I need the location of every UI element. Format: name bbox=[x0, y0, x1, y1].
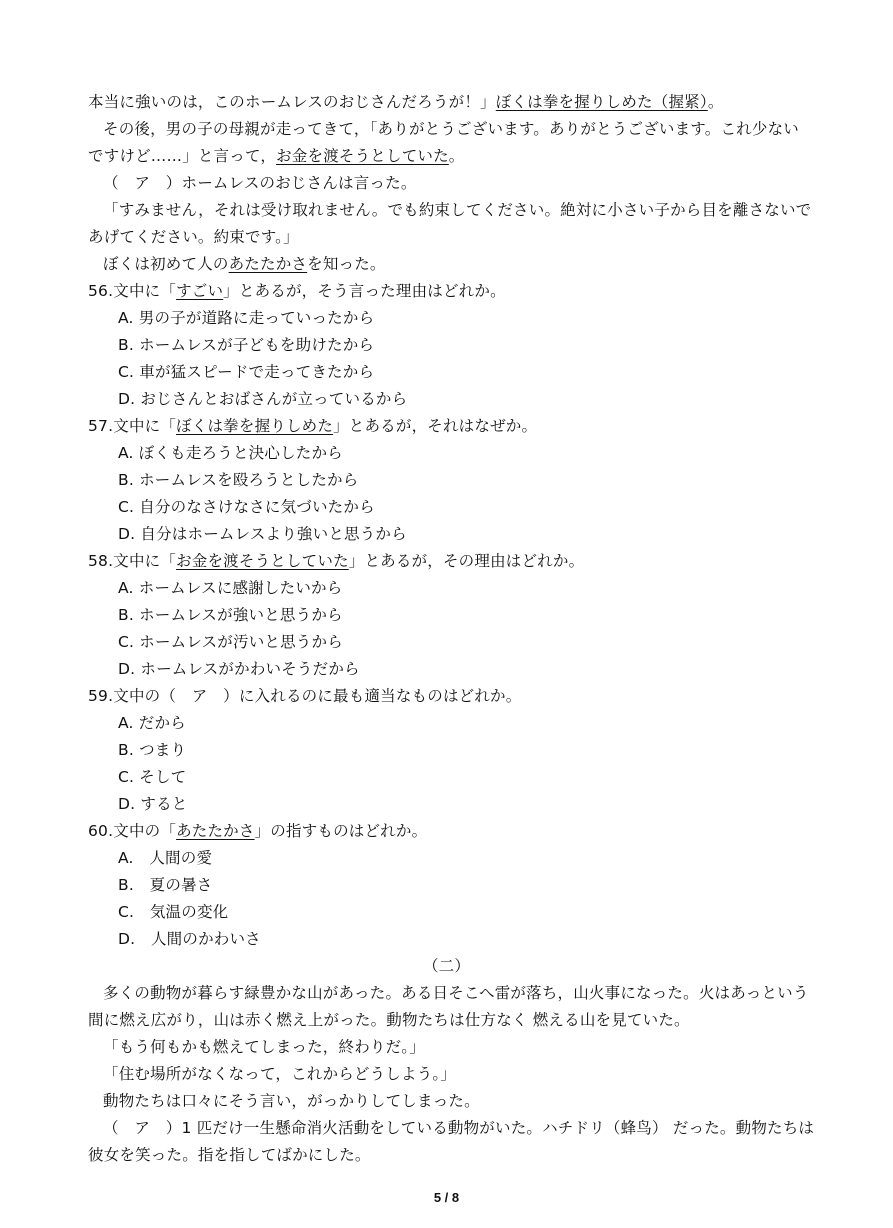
stem-text: 」とあるが，その理由はどれか。 bbox=[348, 552, 585, 570]
answer-option: A. 人間の愛 bbox=[118, 849, 213, 867]
stem-text: 」とあるが，それはなぜか。 bbox=[333, 417, 538, 435]
passage-line: 多くの動物が暮らす緑豊かな山があった。ある日そこへ雷が落ち，山火事になった。火はあっという bbox=[103, 984, 809, 1002]
answer-option: D. おじさんとおばさんが立っているから bbox=[118, 390, 408, 408]
answer-option: A. ホームレスに感謝したいから bbox=[118, 579, 343, 597]
answer-option: C. ホームレスが汚いと思うから bbox=[118, 633, 343, 651]
passage-text: 。 bbox=[707, 93, 724, 111]
answer-option: B. つまり bbox=[118, 741, 187, 759]
underlined-phrase: ぼくは拳を握りしめた（握紧） bbox=[495, 93, 708, 111]
passage-line: 「住む場所がなくなって，これからどうしよう。」 bbox=[103, 1065, 457, 1083]
passage-line: あげてください。約束です。」 bbox=[88, 228, 299, 246]
underlined-phrase: あたたかさ bbox=[176, 822, 255, 840]
answer-option: A. だから bbox=[118, 714, 186, 732]
passage-text: ですけど……」と言って， bbox=[88, 147, 277, 165]
passage-line: 彼女を笑った。指を指してばかにした。 bbox=[88, 1146, 371, 1164]
answer-option: D. 人間のかわいさ bbox=[118, 930, 261, 948]
stem-text: 」とあるが，そう言った理由はどれか。 bbox=[223, 282, 506, 300]
answer-option: C. 車が猛スピードで走ってきたから bbox=[118, 363, 375, 381]
answer-option: C. 自分のなさけなさに気づいたから bbox=[118, 498, 375, 516]
passage-text: 本当に強いのは，このホームレスのおじさんだろうが！」 bbox=[88, 93, 496, 111]
answer-option: B. ホームレスが子どもを助けたから bbox=[118, 336, 375, 354]
question-stem bbox=[88, 281, 808, 301]
question-stem: 59.文中の（ ア ）に入れるのに最も適当なものはどれか。 bbox=[88, 687, 522, 705]
answer-option: D. すると bbox=[118, 795, 188, 813]
passage-line bbox=[88, 146, 808, 166]
answer-option: A. 男の子が道路に走っていったから bbox=[118, 309, 375, 327]
passage-line: 「すみません，それは受け取れません。でも約束してください。絶対に小さい子から目を離さないで bbox=[103, 201, 812, 219]
passage-text: を知った。 bbox=[307, 255, 386, 273]
answer-option: B. ホームレスを殴ろうとしたから bbox=[118, 471, 359, 489]
passage-line: 動物たちは口々にそう言い，がっかりしてしまった。 bbox=[103, 1092, 480, 1110]
underlined-phrase: お金を渡そうとしていた bbox=[176, 552, 349, 570]
underlined-phrase: ぼくは拳を握りしめた bbox=[176, 417, 334, 435]
underlined-phrase: お金を渡そうとしていた bbox=[276, 147, 449, 165]
passage-line: 間に燃え広がり，山は赤く燃え上がった。動物たちは仕方なく 燃える山を見ていた。 bbox=[88, 1011, 690, 1029]
answer-option: B. 夏の暑さ bbox=[118, 876, 213, 894]
passage-line: （ ア ）ホームレスのおじさんは言った。 bbox=[103, 174, 417, 192]
stem-text: 56.文中に「 bbox=[88, 282, 177, 300]
question-stem bbox=[88, 821, 808, 841]
stem-text: 60.文中の「 bbox=[88, 822, 177, 840]
underlined-phrase: あたたかさ bbox=[228, 255, 308, 273]
passage-line: その後，男の子の母親が走ってきて，「ありがとうございます。ありがとうございます。これ少ない bbox=[103, 120, 799, 138]
stem-text: 57.文中に「 bbox=[88, 417, 177, 435]
stem-text: 58.文中に「 bbox=[88, 552, 177, 570]
stem-text: 」の指すものはどれか。 bbox=[254, 822, 428, 840]
question-stem bbox=[88, 551, 808, 571]
answer-option: B. ホームレスが強いと思うから bbox=[118, 606, 343, 624]
passage-line: 「もう何もかも燃えてしまった，終わりだ。」 bbox=[103, 1038, 425, 1056]
answer-option: D. 自分はホームレスより強いと思うから bbox=[118, 525, 407, 543]
answer-option: C. そして bbox=[118, 768, 187, 786]
answer-option: D. ホームレスがかわいそうだから bbox=[118, 660, 360, 678]
question-stem bbox=[88, 416, 808, 436]
passage-line bbox=[88, 92, 808, 112]
passage-text: ぼくは初めて人の bbox=[103, 255, 229, 273]
passage-line bbox=[103, 254, 823, 274]
answer-option: A. ぼくも走ろうと決心したから bbox=[118, 444, 343, 462]
passage-line: （ ア ）1 匹だけ一生懸命消火活動をしている動物がいた。ハチドリ（蜂鸟） だった。動物たちは bbox=[103, 1119, 815, 1137]
underlined-phrase: すごい bbox=[176, 282, 224, 300]
section-heading: （二） bbox=[422, 957, 471, 975]
answer-option: C. 気温の変化 bbox=[118, 903, 229, 921]
passage-text: 。 bbox=[448, 147, 465, 165]
page-number: 5 / 8 bbox=[433, 1190, 460, 1205]
